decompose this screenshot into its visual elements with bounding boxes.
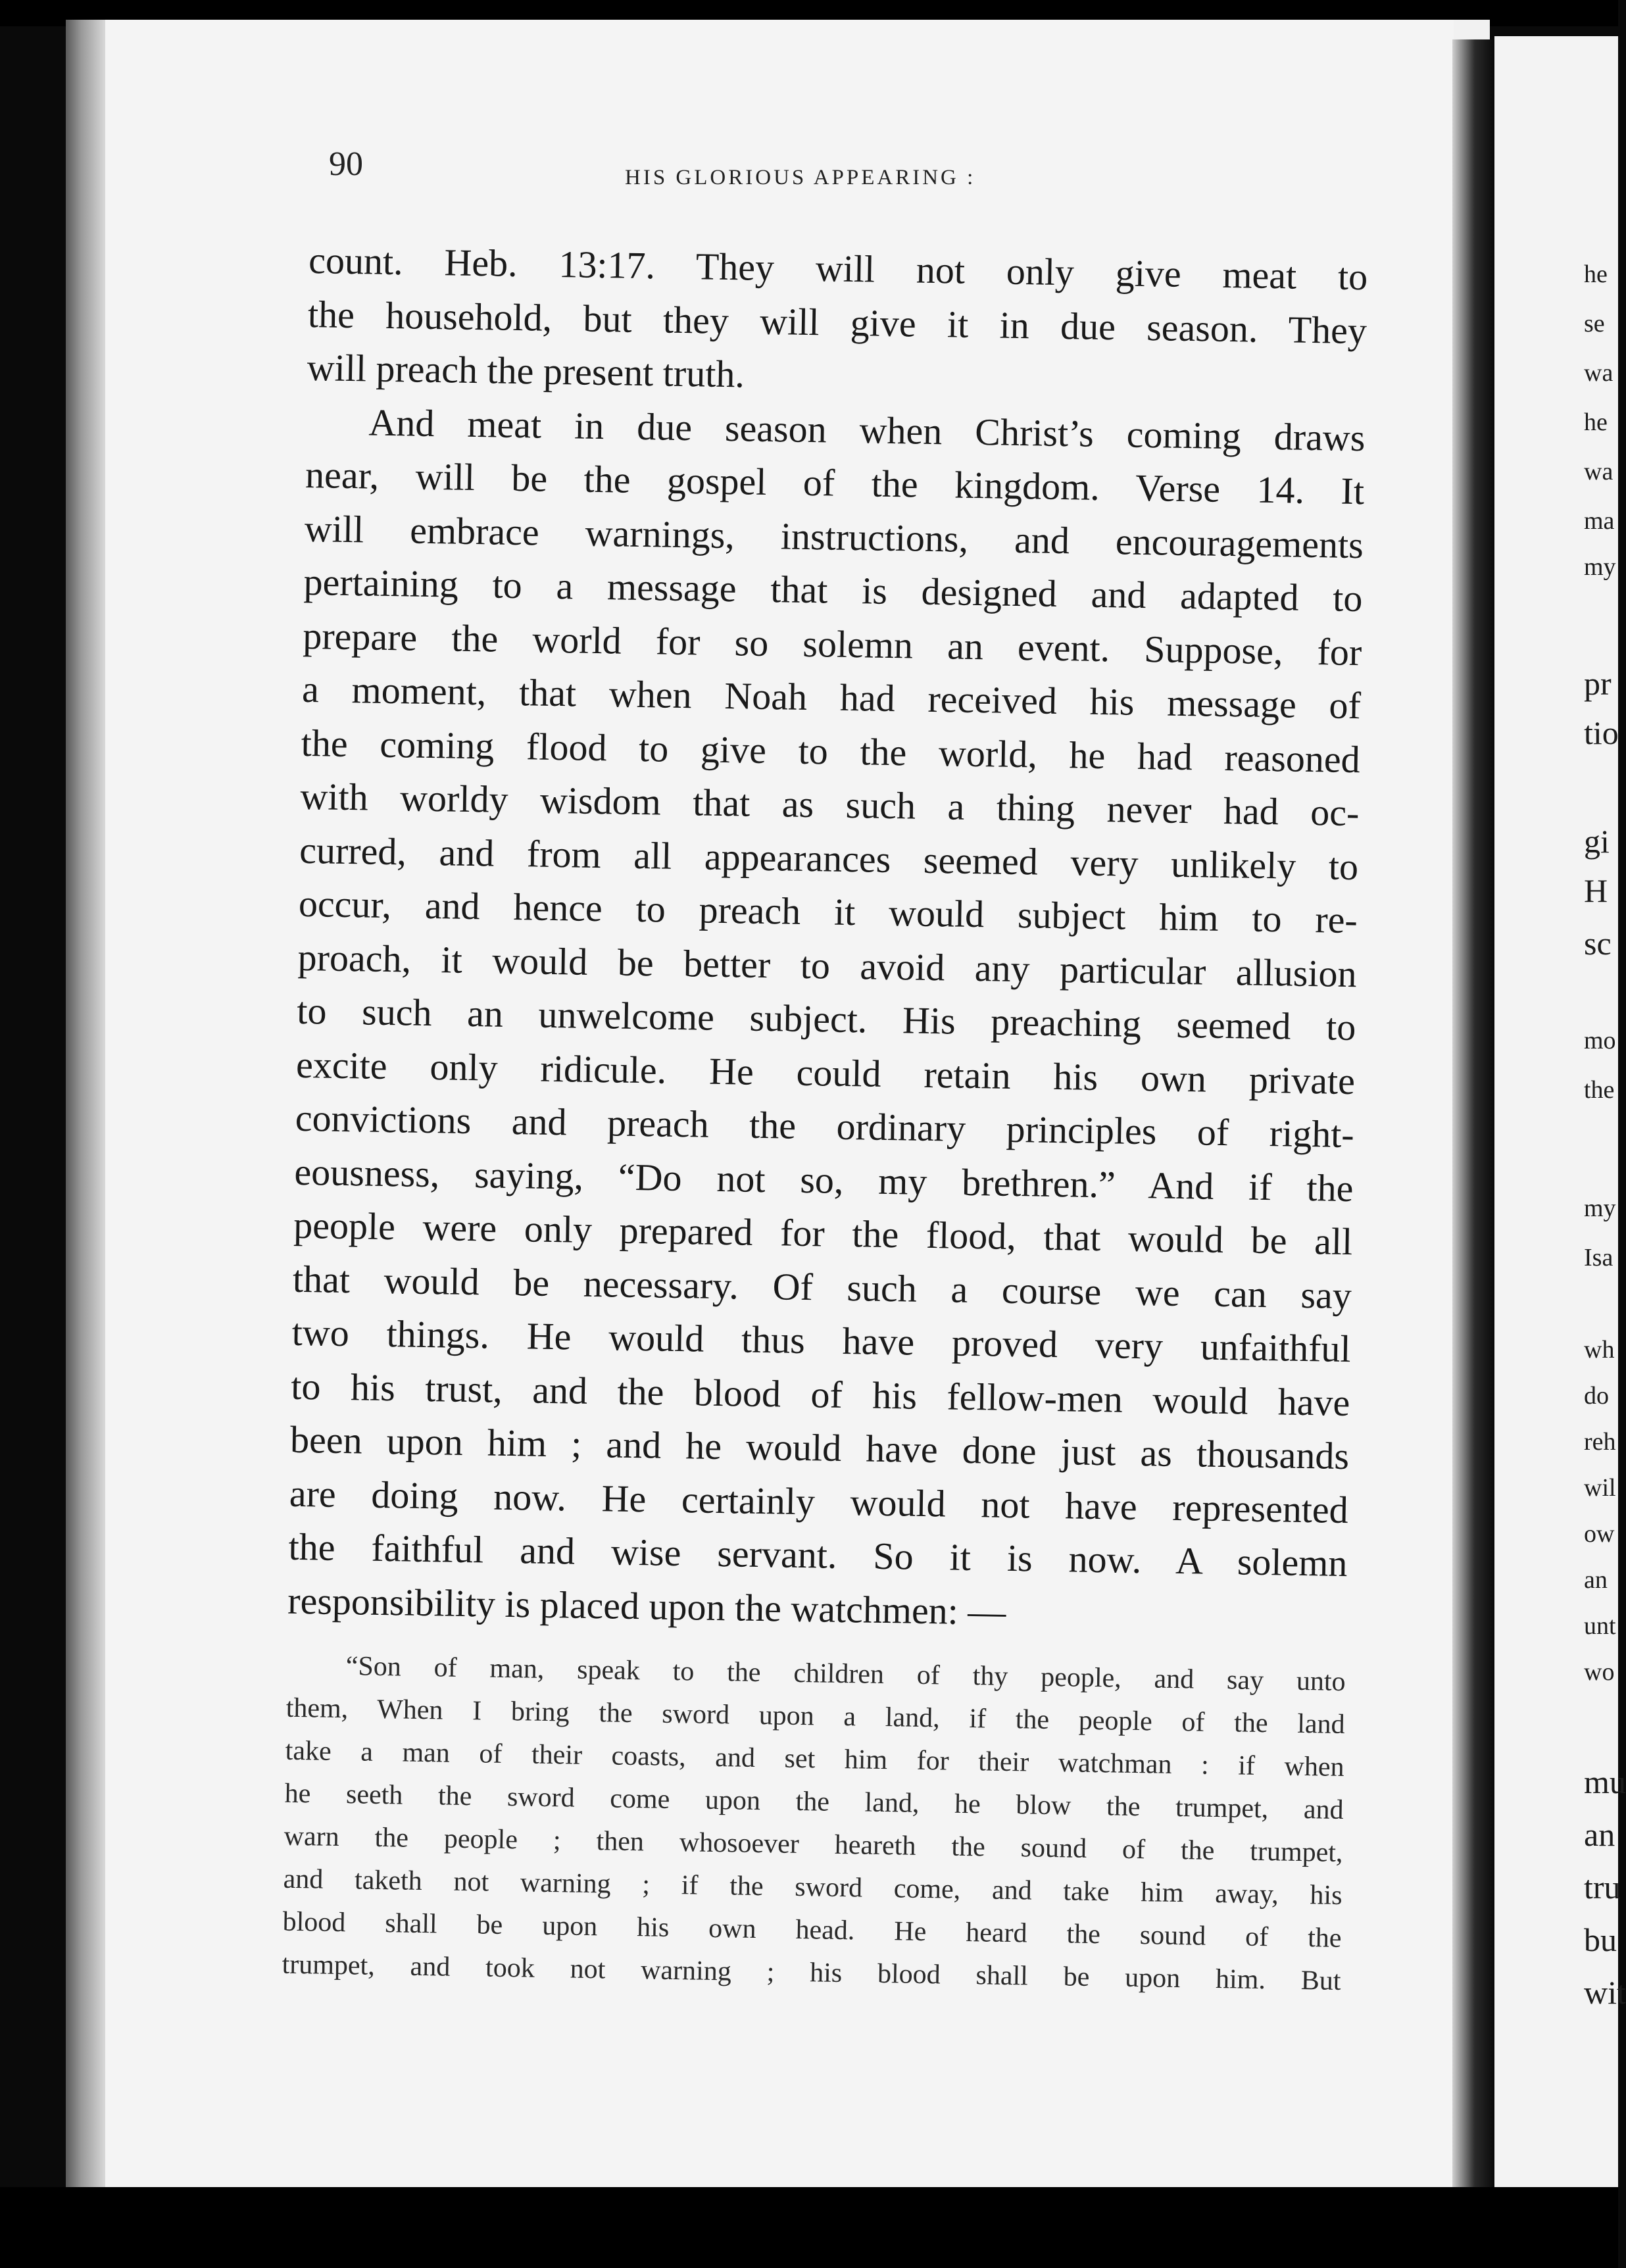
facing-page-fragment: wit (1584, 1974, 1626, 2011)
body-text (282, 234, 1368, 2003)
facing-page-fragment: an (1584, 1816, 1615, 1853)
facing-page-fragment: tru (1584, 1869, 1621, 1906)
quote-line: take a man of their coasts, and set him for their watchman : if when (285, 1735, 1344, 1783)
facing-page-fragment: wa (1584, 458, 1614, 485)
facing-page-fragment: Isa (1584, 1244, 1614, 1271)
quote-line: and taketh not warning ; if the sword come, and take him away, his (283, 1863, 1343, 1911)
quote-line: he seeth the sword come upon the land, he blow the trumpet, and (284, 1778, 1344, 1825)
quote-line: “Son of man, speak to the children of thy people, and say unto (345, 1651, 1346, 1698)
text-line: will preach the present truth. (307, 345, 745, 396)
spine-shadow (66, 20, 105, 2187)
text-line: been upon him ; and he would have done just as thousands (289, 1418, 1350, 1478)
text-line: the household, but they will give it in due season. They (307, 292, 1367, 352)
facing-page-fragment: tio (1584, 714, 1619, 751)
facing-page-fragment: my (1584, 1195, 1616, 1222)
facing-page-fragment: do (1584, 1382, 1609, 1410)
facing-page-fragment: mo (1584, 1027, 1616, 1054)
text-line: pertaining to a message that is designed and adapted to (303, 560, 1363, 620)
text-line: occur, and hence to preach it would subject him to re- (298, 881, 1358, 942)
facing-page-fragment: mu (1584, 1763, 1626, 1800)
text-line: with worldy wisdom that as such a thing never had oc- (300, 774, 1360, 835)
block-quote (282, 1644, 1346, 2003)
text-line: count. Heb. 13:17. They will not only give meat to (308, 238, 1368, 299)
page-number: 90 (329, 145, 363, 183)
running-head: HIS GLORIOUS APPEARING : (625, 166, 976, 189)
text-line: near, will be the gospel of the kingdom. Verse 14. It (305, 453, 1365, 513)
quote-line: warn the people ; then whosoever heareth the sound of the trumpet, (283, 1821, 1343, 1868)
text-line: the faithful and wise servant. So it is now. A solemn (288, 1525, 1348, 1585)
facing-page-fragment: wil (1584, 1474, 1616, 1502)
scan-border-bottom (0, 2187, 1618, 2268)
paragraph-2 (287, 394, 1366, 1644)
text-line: a moment, that when Noah had received his message of (301, 667, 1362, 727)
facing-page-fragment: wo (1584, 1658, 1615, 1686)
facing-page-fragment: my (1584, 553, 1616, 581)
facing-page-fragment: an (1584, 1566, 1608, 1594)
facing-page-fragment: unt (1584, 1612, 1616, 1640)
facing-page-fragment: sc (1584, 925, 1612, 962)
text-line: eousness, saying, “Do not so, my brethren.” And if the (294, 1150, 1354, 1210)
facing-page-fragment: ma (1584, 507, 1615, 535)
quote-line: blood shall be upon his own head. He heard the sound of the (282, 1906, 1342, 1954)
text-line: prepare the world for so solemn an event. Suppose, for (302, 614, 1362, 674)
text-line: curred, and from all appearances seemed very unlikely to (299, 828, 1359, 888)
facing-page-fragment: he (1584, 260, 1608, 288)
facing-page-fragment: se (1584, 310, 1605, 337)
text-line: to such an unwelcome subject. His preaching seemed to (296, 989, 1356, 1049)
text-line: people were only prepared for the flood, that would be all (293, 1203, 1353, 1264)
text-line: the coming flood to give to the world, he had reasoned (301, 721, 1361, 781)
text-line: excite only ridicule. He could retain his own private (295, 1043, 1356, 1102)
text-line: to his trust, and the blood of his fellow-men would have (290, 1364, 1350, 1424)
facing-page-fragment: he (1584, 408, 1608, 436)
facing-page-fragment: wh (1584, 1336, 1615, 1364)
facing-page-fragment: gi (1584, 823, 1610, 860)
text-line: will embrace warnings, instructions, and encouragements (304, 506, 1364, 566)
facing-page-fragment: pr (1584, 665, 1612, 702)
text-line: convictions and preach the ordinary principles of right- (295, 1096, 1355, 1156)
facing-page-fragment: H (1584, 872, 1608, 909)
text-line: that would be necessary. Of such a course we can say (292, 1257, 1352, 1317)
quote-line: them, When I bring the sword upon a land, if the people of the land (285, 1692, 1345, 1740)
text-line: responsibility is placed upon the watchmen: — (287, 1579, 1006, 1633)
book-gutter (1452, 39, 1493, 2190)
text-line: two things. He would thus have proved very unfaithful (291, 1310, 1352, 1371)
text-line: are doing now. He certainly would not have represented (289, 1471, 1349, 1531)
paragraph-1 (307, 234, 1368, 411)
facing-page-fragment: reh (1584, 1428, 1616, 1456)
facing-page-fragment: ow (1584, 1520, 1615, 1548)
facing-page-fragment: the (1584, 1076, 1615, 1104)
text-line: And meat in due season when Christ’s coming draws (368, 400, 1366, 459)
quote-line: trumpet, and took not warning ; his blood shall be upon him. But (282, 1949, 1341, 1996)
facing-page-fragment: bu (1584, 1921, 1617, 1958)
text-line: proach, it would be better to avoid any particular allusion (297, 935, 1358, 995)
facing-page-fragment: wa (1584, 359, 1614, 387)
